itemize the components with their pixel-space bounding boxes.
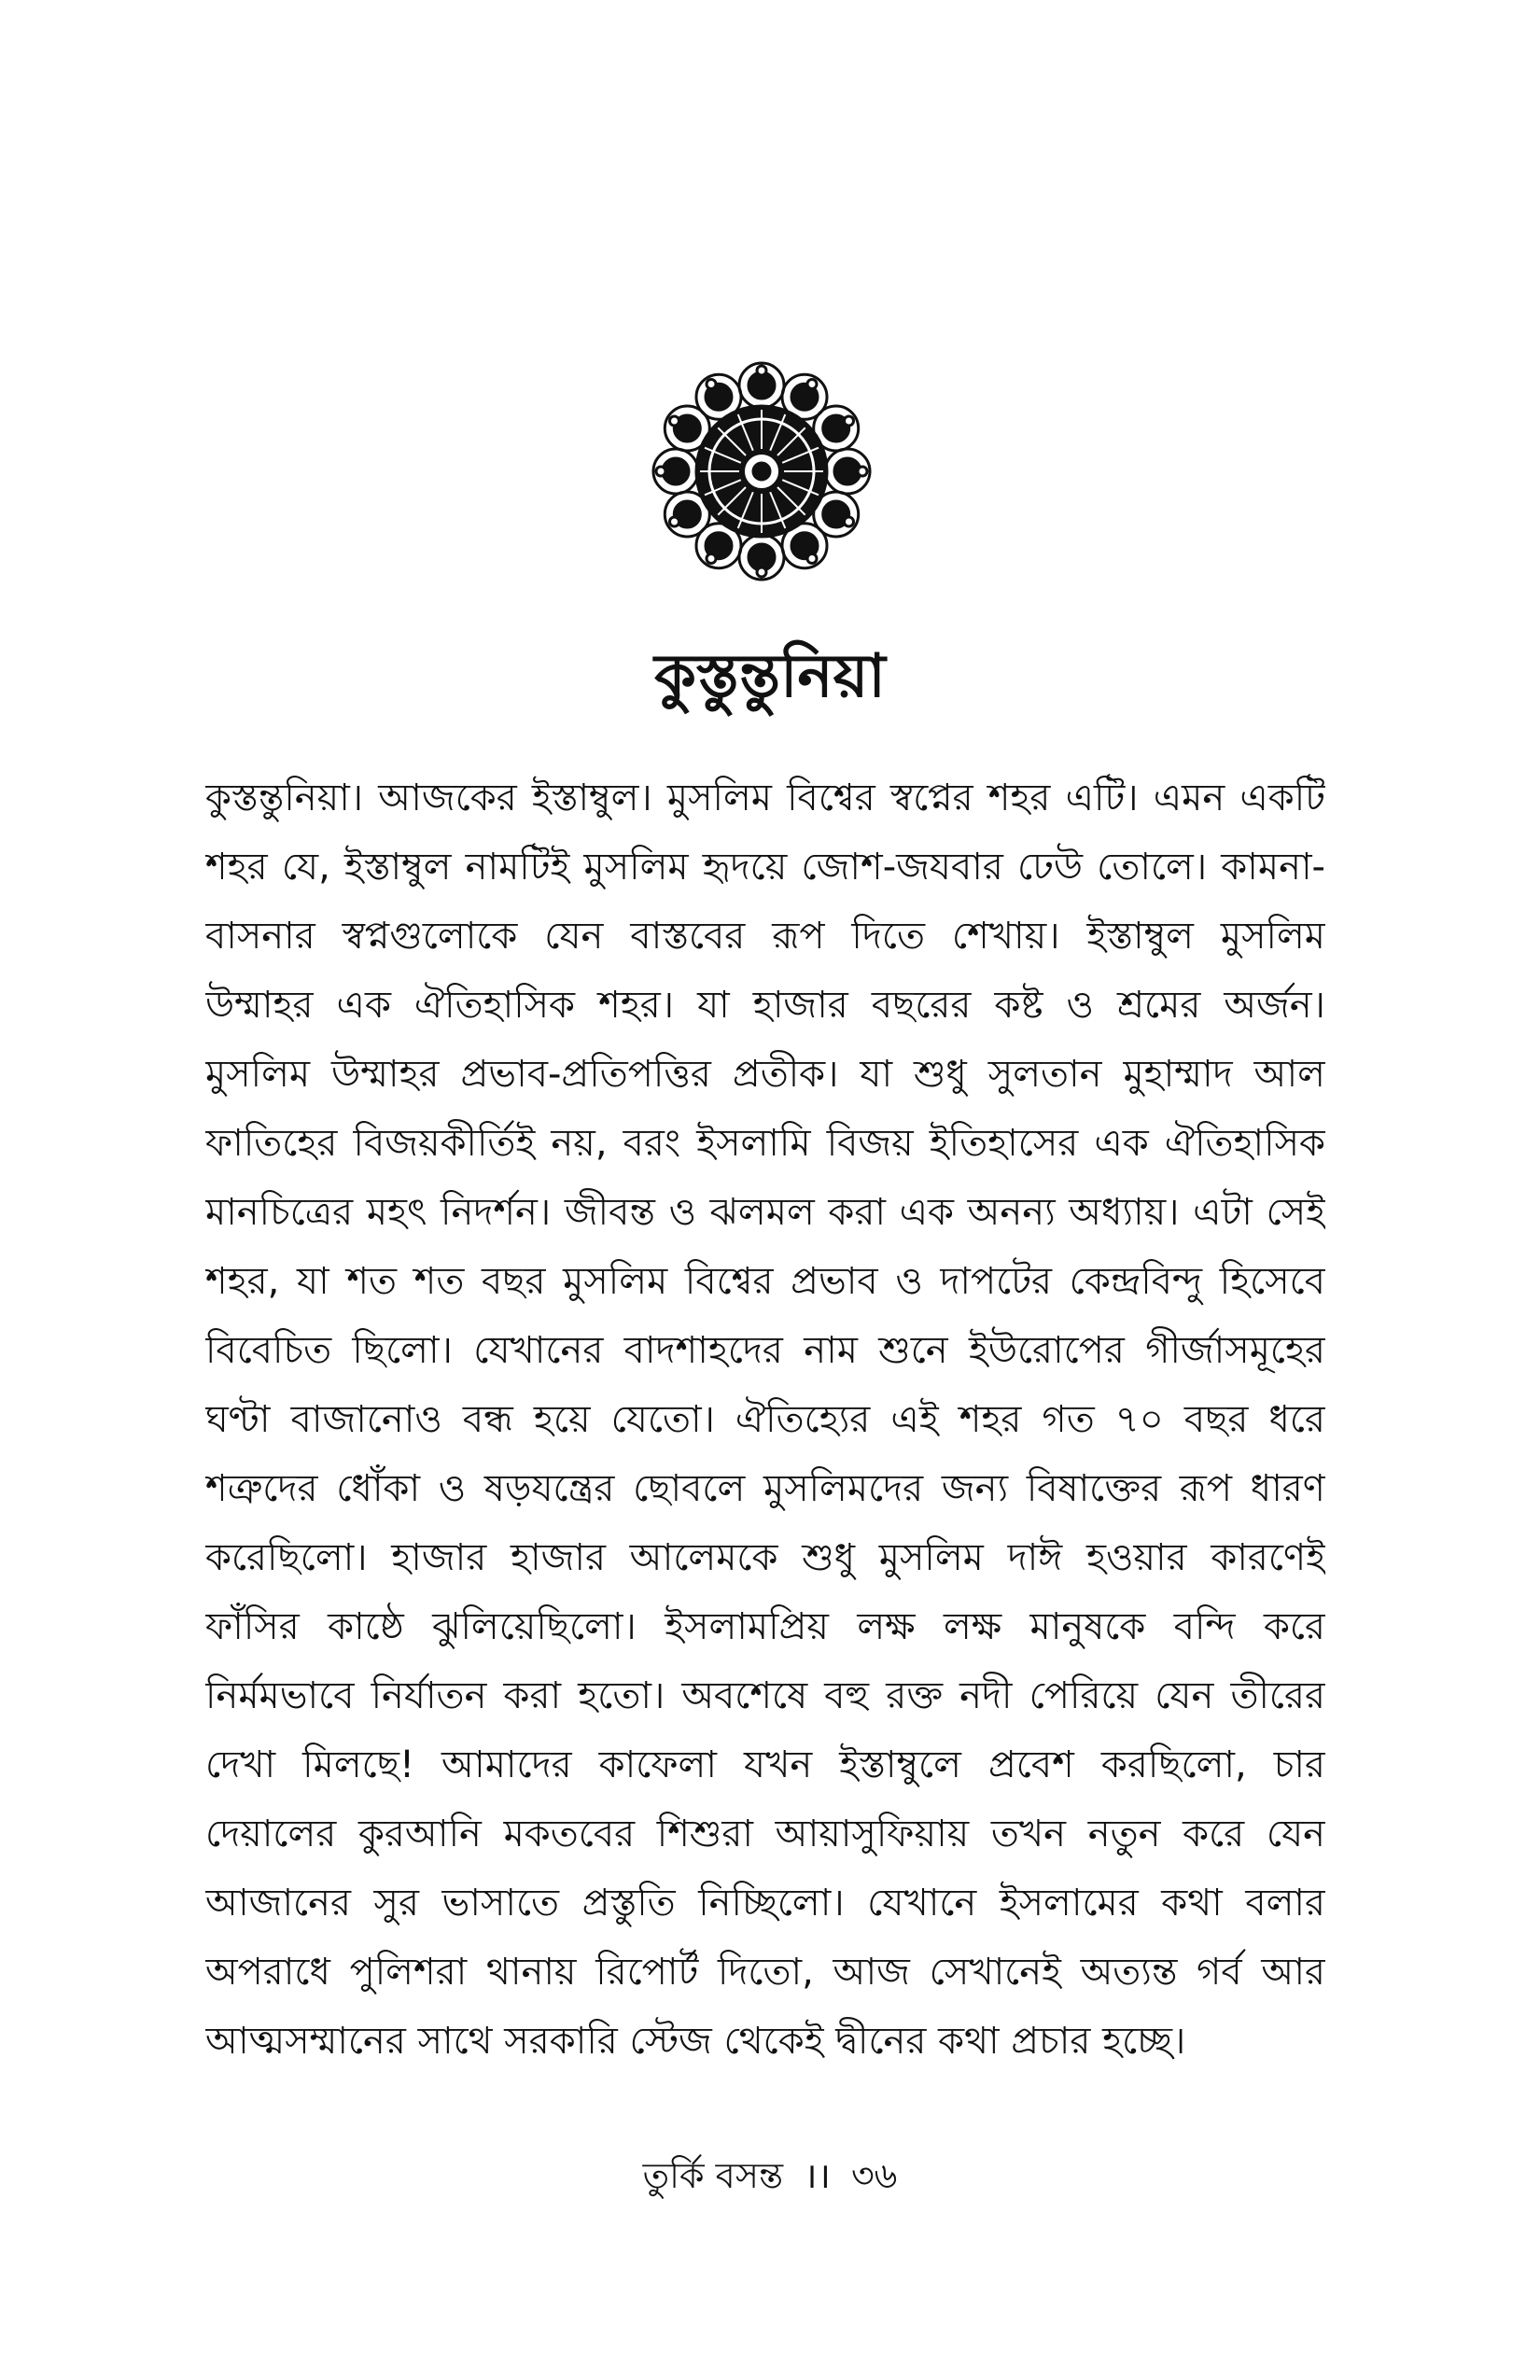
ornament-part	[656, 467, 665, 476]
body-line: দেখা মিলছে! আমাদের কাফেলা যখন ইস্তাম্বুলে প্রবেশ করছিলো, চার	[205, 1743, 1325, 1786]
body-line: অপরাধে পুলিশরা থানায় রিপোর্ট দিতো, আজ সেখানেই অত্যন্ত গর্ব আর	[205, 1951, 1325, 1994]
footer-book-title: তুর্কি বসন্ত	[642, 2155, 784, 2196]
ornament-part	[845, 517, 854, 526]
ornament-part	[807, 380, 817, 389]
body-line: কুস্তন্তুনিয়া। আজকের ইস্তাম্বুল। মুসলিম বিশ্বের স্বপ্নের শহর এটি। এমন একটি	[205, 777, 1325, 819]
body-line: শত্রুদের ধোঁকা ও ষড়যন্ত্রের ছোবলে মুসলিমদের জন্য বিষাক্তের রূপ ধারণ	[205, 1467, 1325, 1510]
body-line: শহর, যা শত শত বছর মুসলিম বিশ্বের প্রভাব ও দাপটের কেন্দ্রবিন্দু হিসেবে	[205, 1260, 1325, 1303]
ornament-part	[670, 517, 679, 526]
body-line: ঘণ্টা বাজানোও বন্ধ হয়ে যেতো। ঐতিহ্যের এই শহর গত ৭০ বছর ধরে	[205, 1398, 1325, 1441]
body-line: নির্মমভাবে নির্যাতন করা হতো। অবশেষে বহু রক্ত নদী পেরিয়ে যেন তীরের	[205, 1674, 1325, 1717]
body-line: বাসনার স্বপ্নগুলোকে যেন বাস্তবের রূপ দিতে শেখায়। ইস্তাম্বুল মুসলিম	[205, 915, 1325, 958]
body-line: বিবেচিত ছিলো। যেখানের বাদশাহদের নাম শুনে ইউরোপের গীর্জাসমূহের	[205, 1329, 1325, 1372]
ornament-part	[757, 567, 766, 577]
ornament-rosette-icon	[645, 355, 878, 588]
ornament-part	[753, 463, 770, 480]
body-line: ফাঁসির কাষ্ঠে ঝুলিয়েছিলো। ইসলামপ্রিয় লক্ষ লক্ষ মানুষকে বন্দি করে	[205, 1605, 1325, 1648]
ornament-part	[757, 366, 766, 375]
body-line: শহর যে, ইস্তাম্বুল নামটিই মুসলিম হৃদয়ে জোশ-জযবার ঢেউ তোলে। কামনা-	[205, 846, 1325, 889]
body-line: উম্মাহর এক ঐতিহাসিক শহর। যা হাজার বছরের কষ্ট ও শ্রমের অর্জন।	[205, 984, 1325, 1027]
ornament-part	[707, 380, 716, 389]
body-line: আত্মসম্মানের সাথে সরকারি স্টেজ থেকেই দ্বীনের কথা প্রচার হচ্ছে।	[205, 2020, 1186, 2063]
page-footer	[0, 2152, 1540, 2199]
ornament-part	[707, 554, 716, 564]
body-line: দেয়ালের কুরআনি মকতবের শিশুরা আয়াসুফিয়ায় তখন নতুন করে যেন	[205, 1813, 1325, 1855]
ornament-part	[670, 416, 679, 426]
body-paragraph	[205, 763, 1325, 2076]
chapter-title: কুস্তুন্তুনিয়া	[654, 642, 886, 711]
page-number: ৩৬	[850, 2155, 898, 2196]
footer-separator: ।।	[804, 2155, 831, 2196]
body-line: আজানের সুর ভাসাতে প্রস্তুতি নিচ্ছিলো। যেখানে ইসলামের কথা বলার	[205, 1882, 1325, 1925]
body-line: মুসলিম উম্মাহর প্রভাব-প্রতিপত্তির প্রতীক। যা শুধু সুলতান মুহাম্মাদ আল	[205, 1053, 1325, 1096]
body-line: করেছিলো। হাজার হাজার আলেমকে শুধু মুসলিম দাঈ হওয়ার কারণেই	[205, 1536, 1325, 1579]
body-line: মানচিত্রের মহৎ নিদর্শন। জীবন্ত ও ঝলমল করা এক অনন্য অধ্যায়। এটা সেই	[205, 1191, 1325, 1234]
ornament-part	[858, 467, 867, 476]
ornament-part	[845, 416, 854, 426]
ornament-part	[807, 554, 817, 564]
body-line: ফাতিহের বিজয়কীর্তিই নয়, বরং ইসলামি বিজয় ইতিহাসের এক ঐতিহাসিক	[205, 1122, 1325, 1165]
